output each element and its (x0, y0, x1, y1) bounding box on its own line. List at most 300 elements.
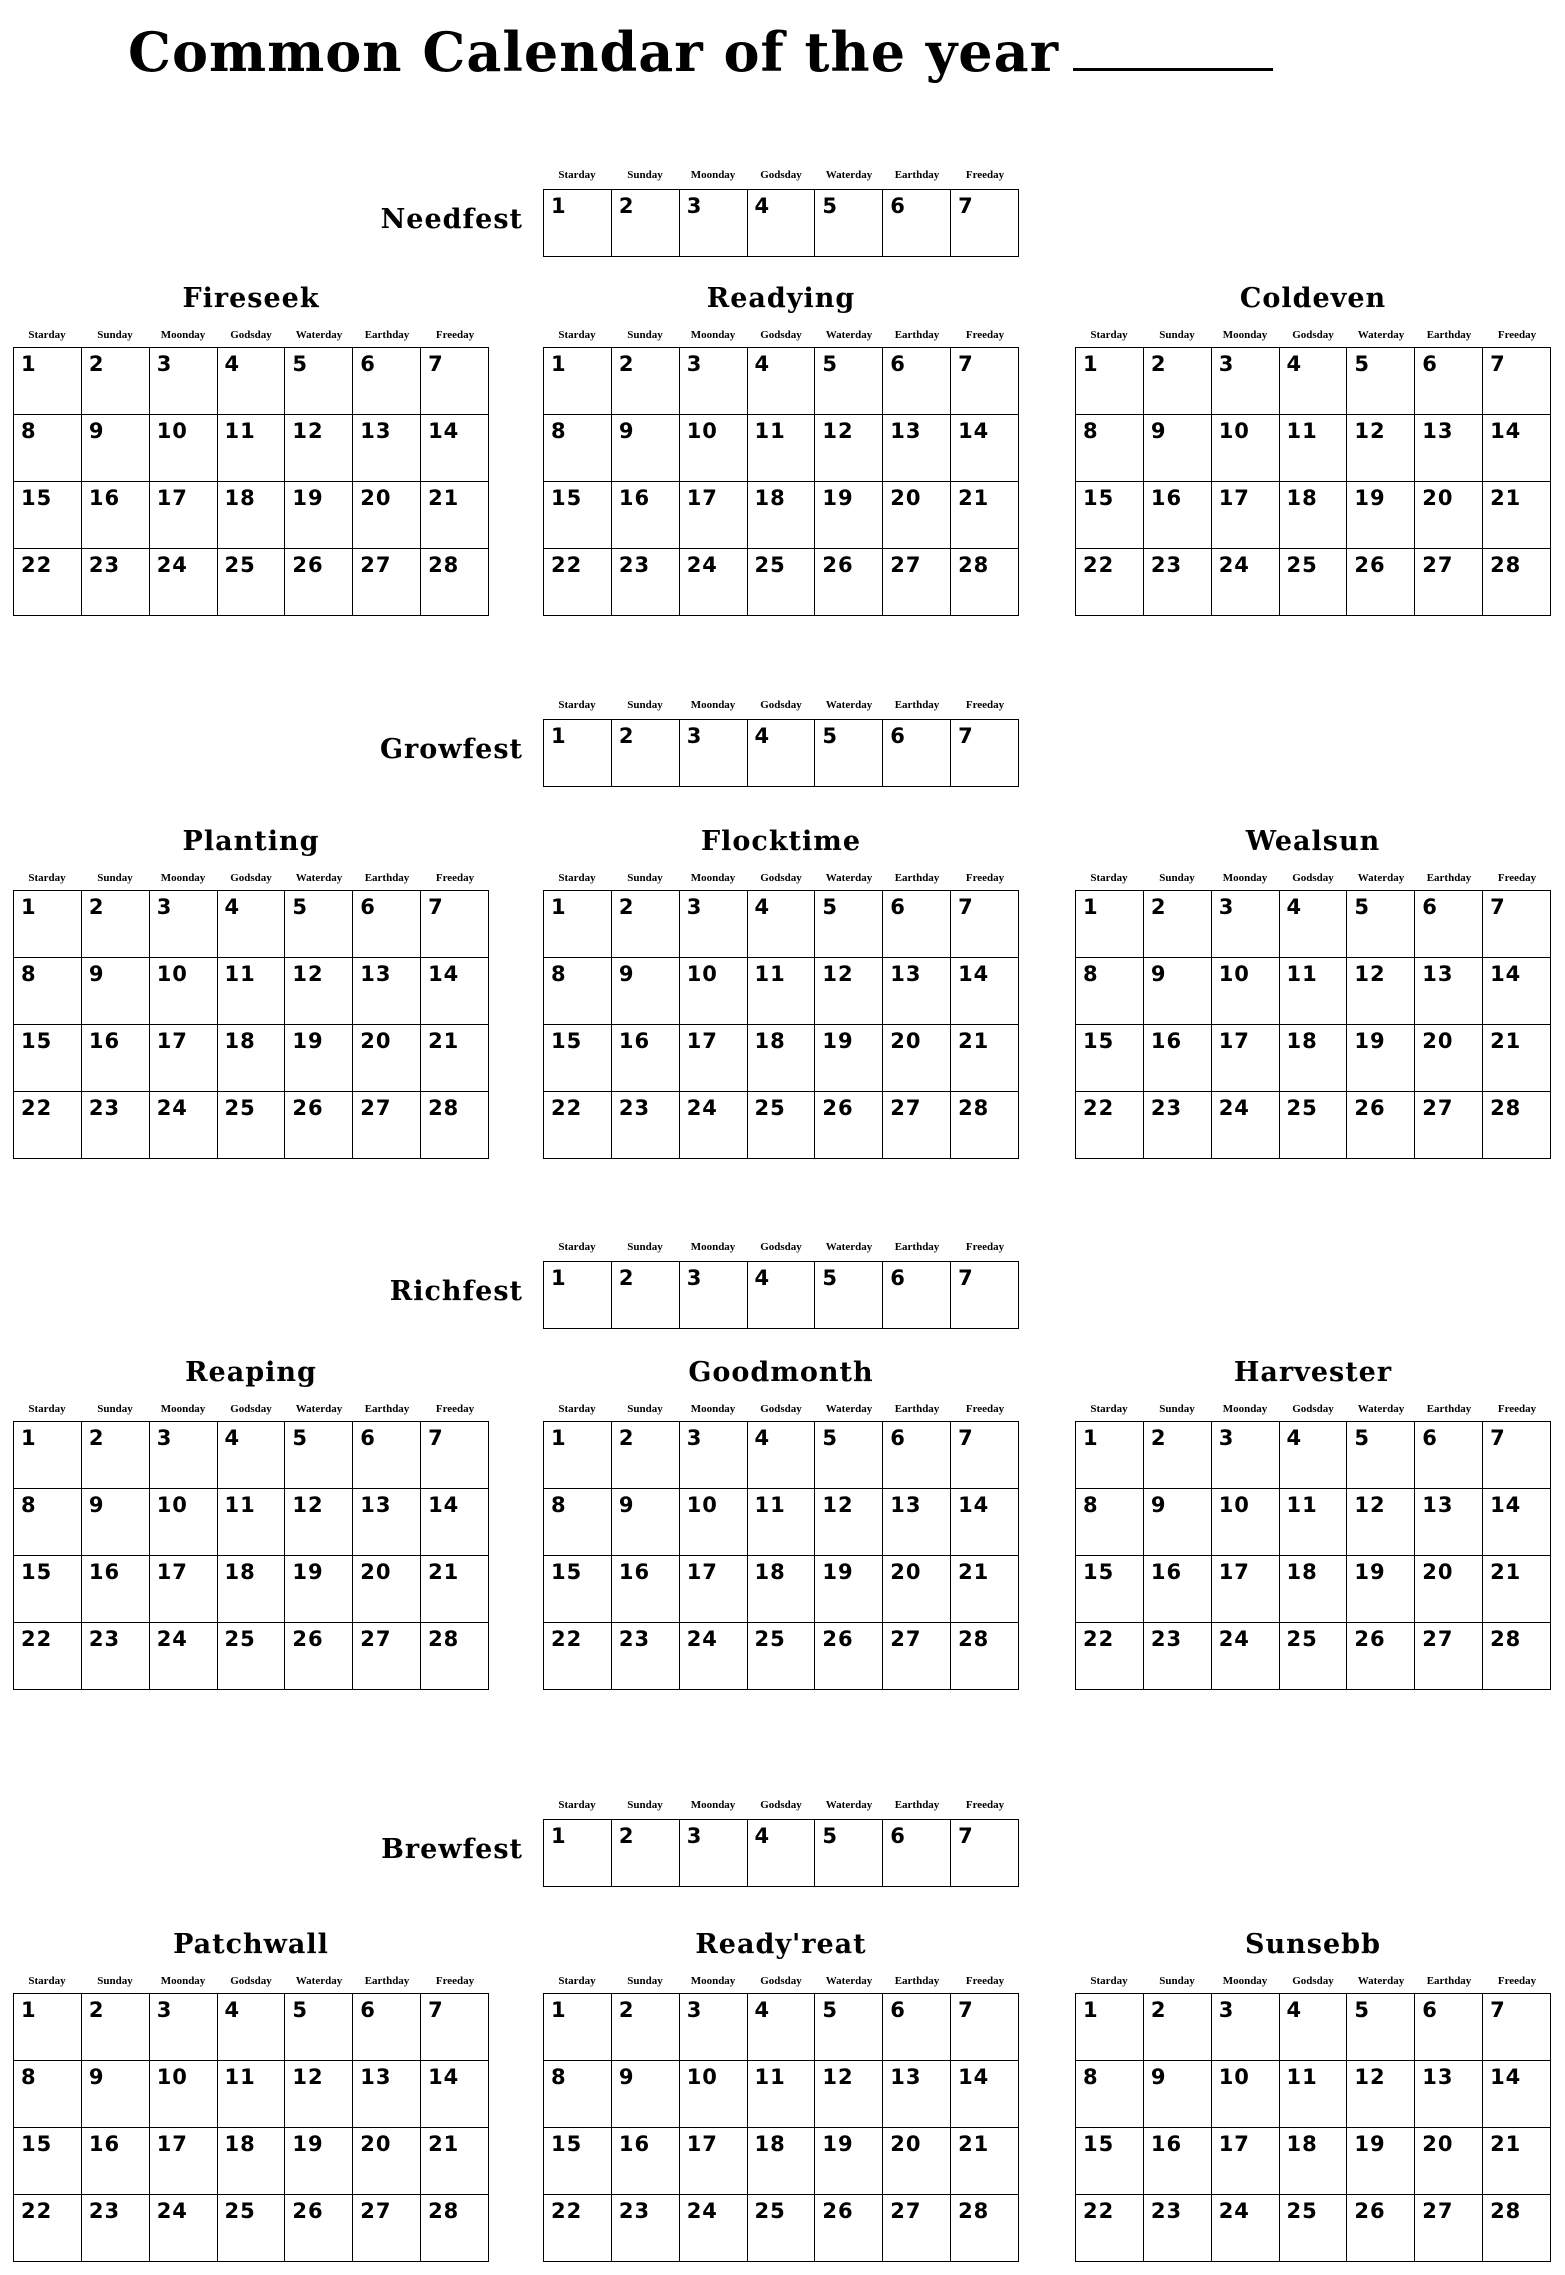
day-cell[interactable] (815, 1422, 883, 1489)
day-cell[interactable] (217, 348, 285, 415)
day-cell[interactable] (149, 958, 217, 1025)
day-cell[interactable] (1279, 348, 1347, 415)
day-cell[interactable] (217, 1489, 285, 1556)
day-cell[interactable] (353, 348, 421, 415)
day-cell[interactable] (544, 415, 612, 482)
day-cell[interactable] (1211, 482, 1279, 549)
day-cell[interactable] (951, 2061, 1019, 2128)
day-cell[interactable] (149, 482, 217, 549)
day-cell[interactable] (611, 2061, 679, 2128)
day-cell[interactable] (217, 2061, 285, 2128)
day-cell[interactable] (679, 549, 747, 616)
day-cell[interactable] (1211, 1489, 1279, 1556)
day-cell[interactable] (149, 1092, 217, 1159)
day-cell[interactable] (1076, 1556, 1144, 1623)
day-cell[interactable] (421, 1994, 489, 2061)
day-cell[interactable] (747, 2195, 815, 2262)
day-cell[interactable] (747, 1262, 815, 1329)
day-cell[interactable] (611, 348, 679, 415)
day-cell[interactable] (285, 891, 353, 958)
day-cell[interactable] (217, 1556, 285, 1623)
day-cell[interactable] (14, 1556, 82, 1623)
day-cell[interactable] (1347, 891, 1415, 958)
day-cell[interactable] (544, 1025, 612, 1092)
day-cell[interactable] (14, 482, 82, 549)
day-cell[interactable] (81, 891, 149, 958)
day-cell[interactable] (544, 1623, 612, 1690)
day-cell[interactable] (815, 958, 883, 1025)
day-cell[interactable] (1415, 415, 1483, 482)
day-cell[interactable] (1483, 1556, 1551, 1623)
day-cell[interactable] (1076, 482, 1144, 549)
day-cell[interactable] (883, 1623, 951, 1690)
day-cell[interactable] (611, 1422, 679, 1489)
day-cell[interactable] (815, 2128, 883, 2195)
day-cell[interactable] (951, 2128, 1019, 2195)
day-cell[interactable] (1415, 958, 1483, 1025)
day-cell[interactable] (149, 1623, 217, 1690)
day-cell[interactable] (421, 958, 489, 1025)
day-cell[interactable] (1483, 1623, 1551, 1690)
day-cell[interactable] (421, 2061, 489, 2128)
day-cell[interactable] (149, 891, 217, 958)
day-cell[interactable] (544, 2195, 612, 2262)
day-cell[interactable] (1211, 2061, 1279, 2128)
day-cell[interactable] (611, 1994, 679, 2061)
day-cell[interactable] (421, 482, 489, 549)
day-cell[interactable] (544, 348, 612, 415)
day-cell[interactable] (353, 1556, 421, 1623)
day-cell[interactable] (747, 348, 815, 415)
day-cell[interactable] (421, 1092, 489, 1159)
day-cell[interactable] (14, 1025, 82, 1092)
day-cell[interactable] (544, 720, 612, 787)
day-cell[interactable] (81, 1556, 149, 1623)
day-cell[interactable] (544, 549, 612, 616)
day-cell[interactable] (815, 1820, 883, 1887)
day-cell[interactable] (285, 1025, 353, 1092)
day-cell[interactable] (611, 1820, 679, 1887)
day-cell[interactable] (611, 549, 679, 616)
day-cell[interactable] (679, 1994, 747, 2061)
day-cell[interactable] (883, 720, 951, 787)
day-cell[interactable] (1415, 1994, 1483, 2061)
day-cell[interactable] (1483, 1489, 1551, 1556)
day-cell[interactable] (679, 2195, 747, 2262)
day-cell[interactable] (81, 1092, 149, 1159)
day-cell[interactable] (1076, 1422, 1144, 1489)
day-cell[interactable] (1279, 891, 1347, 958)
day-cell[interactable] (1415, 2195, 1483, 2262)
day-cell[interactable] (14, 958, 82, 1025)
day-cell[interactable] (747, 1994, 815, 2061)
day-cell[interactable] (815, 1489, 883, 1556)
day-cell[interactable] (883, 549, 951, 616)
day-cell[interactable] (883, 1556, 951, 1623)
day-cell[interactable] (747, 958, 815, 1025)
day-cell[interactable] (1347, 549, 1415, 616)
day-cell[interactable] (1076, 348, 1144, 415)
day-cell[interactable] (1347, 1489, 1415, 1556)
day-cell[interactable] (285, 2128, 353, 2195)
day-cell[interactable] (815, 549, 883, 616)
day-cell[interactable] (14, 549, 82, 616)
day-cell[interactable] (14, 348, 82, 415)
day-cell[interactable] (285, 2061, 353, 2128)
day-cell[interactable] (611, 958, 679, 1025)
day-cell[interactable] (1076, 1489, 1144, 1556)
day-cell[interactable] (679, 1422, 747, 1489)
day-cell[interactable] (285, 1422, 353, 1489)
day-cell[interactable] (883, 348, 951, 415)
day-cell[interactable] (951, 958, 1019, 1025)
day-cell[interactable] (217, 891, 285, 958)
day-cell[interactable] (1211, 958, 1279, 1025)
day-cell[interactable] (883, 415, 951, 482)
day-cell[interactable] (285, 1994, 353, 2061)
day-cell[interactable] (679, 1092, 747, 1159)
day-cell[interactable] (217, 1422, 285, 1489)
day-cell[interactable] (1347, 2128, 1415, 2195)
day-cell[interactable] (815, 1262, 883, 1329)
day-cell[interactable] (883, 1092, 951, 1159)
day-cell[interactable] (544, 1994, 612, 2061)
day-cell[interactable] (1347, 1623, 1415, 1690)
day-cell[interactable] (883, 2128, 951, 2195)
day-cell[interactable] (1143, 2128, 1211, 2195)
day-cell[interactable] (1415, 1422, 1483, 1489)
day-cell[interactable] (217, 482, 285, 549)
day-cell[interactable] (544, 1422, 612, 1489)
day-cell[interactable] (285, 1623, 353, 1690)
day-cell[interactable] (81, 2061, 149, 2128)
day-cell[interactable] (1347, 1092, 1415, 1159)
day-cell[interactable] (81, 958, 149, 1025)
day-cell[interactable] (285, 549, 353, 616)
day-cell[interactable] (1347, 1994, 1415, 2061)
day-cell[interactable] (951, 348, 1019, 415)
day-cell[interactable] (14, 2061, 82, 2128)
day-cell[interactable] (421, 2195, 489, 2262)
day-cell[interactable] (1279, 1489, 1347, 1556)
day-cell[interactable] (81, 1489, 149, 1556)
day-cell[interactable] (951, 482, 1019, 549)
day-cell[interactable] (611, 2128, 679, 2195)
day-cell[interactable] (951, 1092, 1019, 1159)
day-cell[interactable] (815, 720, 883, 787)
day-cell[interactable] (1143, 1092, 1211, 1159)
day-cell[interactable] (544, 1489, 612, 1556)
day-cell[interactable] (815, 2061, 883, 2128)
day-cell[interactable] (1076, 415, 1144, 482)
day-cell[interactable] (1211, 1556, 1279, 1623)
day-cell[interactable] (1415, 1092, 1483, 1159)
day-cell[interactable] (611, 1025, 679, 1092)
day-cell[interactable] (611, 1489, 679, 1556)
day-cell[interactable] (1347, 348, 1415, 415)
day-cell[interactable] (951, 891, 1019, 958)
day-cell[interactable] (951, 1820, 1019, 1887)
day-cell[interactable] (815, 1025, 883, 1092)
day-cell[interactable] (815, 190, 883, 257)
day-cell[interactable] (285, 482, 353, 549)
day-cell[interactable] (1347, 1025, 1415, 1092)
day-cell[interactable] (1211, 2128, 1279, 2195)
day-cell[interactable] (421, 1623, 489, 1690)
day-cell[interactable] (544, 1820, 612, 1887)
day-cell[interactable] (353, 1623, 421, 1690)
day-cell[interactable] (421, 1025, 489, 1092)
day-cell[interactable] (1211, 1025, 1279, 1092)
day-cell[interactable] (1076, 549, 1144, 616)
day-cell[interactable] (149, 2195, 217, 2262)
day-cell[interactable] (1211, 348, 1279, 415)
day-cell[interactable] (611, 720, 679, 787)
day-cell[interactable] (1483, 415, 1551, 482)
day-cell[interactable] (1279, 2061, 1347, 2128)
day-cell[interactable] (544, 1556, 612, 1623)
day-cell[interactable] (951, 1422, 1019, 1489)
day-cell[interactable] (611, 891, 679, 958)
day-cell[interactable] (1076, 1025, 1144, 1092)
day-cell[interactable] (353, 482, 421, 549)
day-cell[interactable] (1347, 482, 1415, 549)
day-cell[interactable] (883, 190, 951, 257)
day-cell[interactable] (747, 482, 815, 549)
day-cell[interactable] (544, 2128, 612, 2195)
day-cell[interactable] (951, 549, 1019, 616)
day-cell[interactable] (353, 415, 421, 482)
day-cell[interactable] (815, 1994, 883, 2061)
day-cell[interactable] (1347, 2195, 1415, 2262)
day-cell[interactable] (1415, 482, 1483, 549)
day-cell[interactable] (149, 415, 217, 482)
day-cell[interactable] (81, 1623, 149, 1690)
day-cell[interactable] (14, 1422, 82, 1489)
day-cell[interactable] (149, 2128, 217, 2195)
day-cell[interactable] (1415, 1556, 1483, 1623)
day-cell[interactable] (883, 1820, 951, 1887)
day-cell[interactable] (1076, 1994, 1144, 2061)
day-cell[interactable] (883, 1994, 951, 2061)
day-cell[interactable] (747, 190, 815, 257)
day-cell[interactable] (544, 958, 612, 1025)
day-cell[interactable] (747, 2061, 815, 2128)
day-cell[interactable] (81, 1025, 149, 1092)
day-cell[interactable] (1415, 891, 1483, 958)
day-cell[interactable] (544, 891, 612, 958)
day-cell[interactable] (81, 1422, 149, 1489)
day-cell[interactable] (217, 1025, 285, 1092)
day-cell[interactable] (815, 1092, 883, 1159)
day-cell[interactable] (611, 415, 679, 482)
day-cell[interactable] (951, 415, 1019, 482)
day-cell[interactable] (1483, 1092, 1551, 1159)
day-cell[interactable] (14, 891, 82, 958)
day-cell[interactable] (1279, 415, 1347, 482)
day-cell[interactable] (1211, 1623, 1279, 1690)
day-cell[interactable] (815, 891, 883, 958)
day-cell[interactable] (353, 2061, 421, 2128)
day-cell[interactable] (217, 1623, 285, 1690)
day-cell[interactable] (1076, 2128, 1144, 2195)
day-cell[interactable] (1076, 958, 1144, 1025)
day-cell[interactable] (1347, 415, 1415, 482)
day-cell[interactable] (217, 1994, 285, 2061)
day-cell[interactable] (747, 1489, 815, 1556)
day-cell[interactable] (353, 2195, 421, 2262)
day-cell[interactable] (747, 720, 815, 787)
day-cell[interactable] (679, 1489, 747, 1556)
day-cell[interactable] (611, 190, 679, 257)
day-cell[interactable] (544, 1092, 612, 1159)
day-cell[interactable] (1347, 958, 1415, 1025)
day-cell[interactable] (1211, 1994, 1279, 2061)
day-cell[interactable] (149, 1556, 217, 1623)
day-cell[interactable] (611, 1262, 679, 1329)
day-cell[interactable] (14, 1623, 82, 1690)
day-cell[interactable] (1211, 415, 1279, 482)
day-cell[interactable] (81, 415, 149, 482)
day-cell[interactable] (1279, 482, 1347, 549)
day-cell[interactable] (353, 891, 421, 958)
day-cell[interactable] (14, 2128, 82, 2195)
day-cell[interactable] (1279, 1025, 1347, 1092)
day-cell[interactable] (1483, 891, 1551, 958)
day-cell[interactable] (285, 348, 353, 415)
day-cell[interactable] (544, 1262, 612, 1329)
day-cell[interactable] (14, 2195, 82, 2262)
day-cell[interactable] (353, 1025, 421, 1092)
day-cell[interactable] (421, 1489, 489, 1556)
day-cell[interactable] (14, 415, 82, 482)
day-cell[interactable] (1279, 1092, 1347, 1159)
day-cell[interactable] (1483, 1994, 1551, 2061)
day-cell[interactable] (951, 1262, 1019, 1329)
day-cell[interactable] (679, 1623, 747, 1690)
day-cell[interactable] (1143, 1994, 1211, 2061)
day-cell[interactable] (1483, 1025, 1551, 1092)
day-cell[interactable] (217, 2128, 285, 2195)
day-cell[interactable] (815, 348, 883, 415)
day-cell[interactable] (81, 1994, 149, 2061)
day-cell[interactable] (1143, 958, 1211, 1025)
day-cell[interactable] (883, 1262, 951, 1329)
day-cell[interactable] (1143, 1623, 1211, 1690)
day-cell[interactable] (421, 415, 489, 482)
day-cell[interactable] (421, 348, 489, 415)
day-cell[interactable] (1211, 891, 1279, 958)
day-cell[interactable] (1211, 1092, 1279, 1159)
day-cell[interactable] (1279, 2195, 1347, 2262)
day-cell[interactable] (1483, 2061, 1551, 2128)
day-cell[interactable] (747, 1092, 815, 1159)
day-cell[interactable] (1279, 1422, 1347, 1489)
day-cell[interactable] (149, 1489, 217, 1556)
day-cell[interactable] (815, 2195, 883, 2262)
day-cell[interactable] (81, 348, 149, 415)
day-cell[interactable] (611, 1556, 679, 1623)
day-cell[interactable] (1483, 348, 1551, 415)
day-cell[interactable] (815, 415, 883, 482)
day-cell[interactable] (149, 348, 217, 415)
day-cell[interactable] (611, 2195, 679, 2262)
day-cell[interactable] (421, 549, 489, 616)
day-cell[interactable] (747, 1623, 815, 1690)
day-cell[interactable] (1076, 891, 1144, 958)
day-cell[interactable] (1415, 2128, 1483, 2195)
day-cell[interactable] (149, 549, 217, 616)
day-cell[interactable] (353, 1994, 421, 2061)
day-cell[interactable] (1415, 1025, 1483, 1092)
day-cell[interactable] (679, 720, 747, 787)
day-cell[interactable] (951, 190, 1019, 257)
day-cell[interactable] (421, 891, 489, 958)
day-cell[interactable] (1076, 2061, 1144, 2128)
day-cell[interactable] (1347, 2061, 1415, 2128)
day-cell[interactable] (14, 1994, 82, 2061)
day-cell[interactable] (217, 958, 285, 1025)
day-cell[interactable] (1483, 549, 1551, 616)
day-cell[interactable] (1279, 1994, 1347, 2061)
day-cell[interactable] (1143, 1489, 1211, 1556)
day-cell[interactable] (1143, 415, 1211, 482)
day-cell[interactable] (679, 415, 747, 482)
day-cell[interactable] (679, 2128, 747, 2195)
day-cell[interactable] (883, 958, 951, 1025)
day-cell[interactable] (81, 2195, 149, 2262)
day-cell[interactable] (353, 958, 421, 1025)
day-cell[interactable] (1483, 2128, 1551, 2195)
day-cell[interactable] (747, 1025, 815, 1092)
day-cell[interactable] (883, 1025, 951, 1092)
day-cell[interactable] (883, 1422, 951, 1489)
day-cell[interactable] (1483, 958, 1551, 1025)
day-cell[interactable] (217, 549, 285, 616)
day-cell[interactable] (815, 482, 883, 549)
day-cell[interactable] (747, 1820, 815, 1887)
day-cell[interactable] (1143, 2195, 1211, 2262)
day-cell[interactable] (1279, 958, 1347, 1025)
day-cell[interactable] (421, 2128, 489, 2195)
day-cell[interactable] (747, 549, 815, 616)
day-cell[interactable] (285, 1489, 353, 1556)
day-cell[interactable] (951, 1556, 1019, 1623)
day-cell[interactable] (1143, 1422, 1211, 1489)
day-cell[interactable] (1279, 549, 1347, 616)
day-cell[interactable] (679, 958, 747, 1025)
day-cell[interactable] (1076, 2195, 1144, 2262)
day-cell[interactable] (815, 1556, 883, 1623)
day-cell[interactable] (747, 1422, 815, 1489)
day-cell[interactable] (951, 1994, 1019, 2061)
day-cell[interactable] (149, 1422, 217, 1489)
day-cell[interactable] (951, 1489, 1019, 1556)
day-cell[interactable] (285, 1092, 353, 1159)
day-cell[interactable] (611, 482, 679, 549)
day-cell[interactable] (1143, 2061, 1211, 2128)
day-cell[interactable] (883, 891, 951, 958)
day-cell[interactable] (883, 482, 951, 549)
day-cell[interactable] (679, 190, 747, 257)
day-cell[interactable] (353, 1092, 421, 1159)
day-cell[interactable] (951, 2195, 1019, 2262)
day-cell[interactable] (679, 1025, 747, 1092)
day-cell[interactable] (679, 2061, 747, 2128)
day-cell[interactable] (149, 1025, 217, 1092)
day-cell[interactable] (81, 482, 149, 549)
day-cell[interactable] (544, 2061, 612, 2128)
